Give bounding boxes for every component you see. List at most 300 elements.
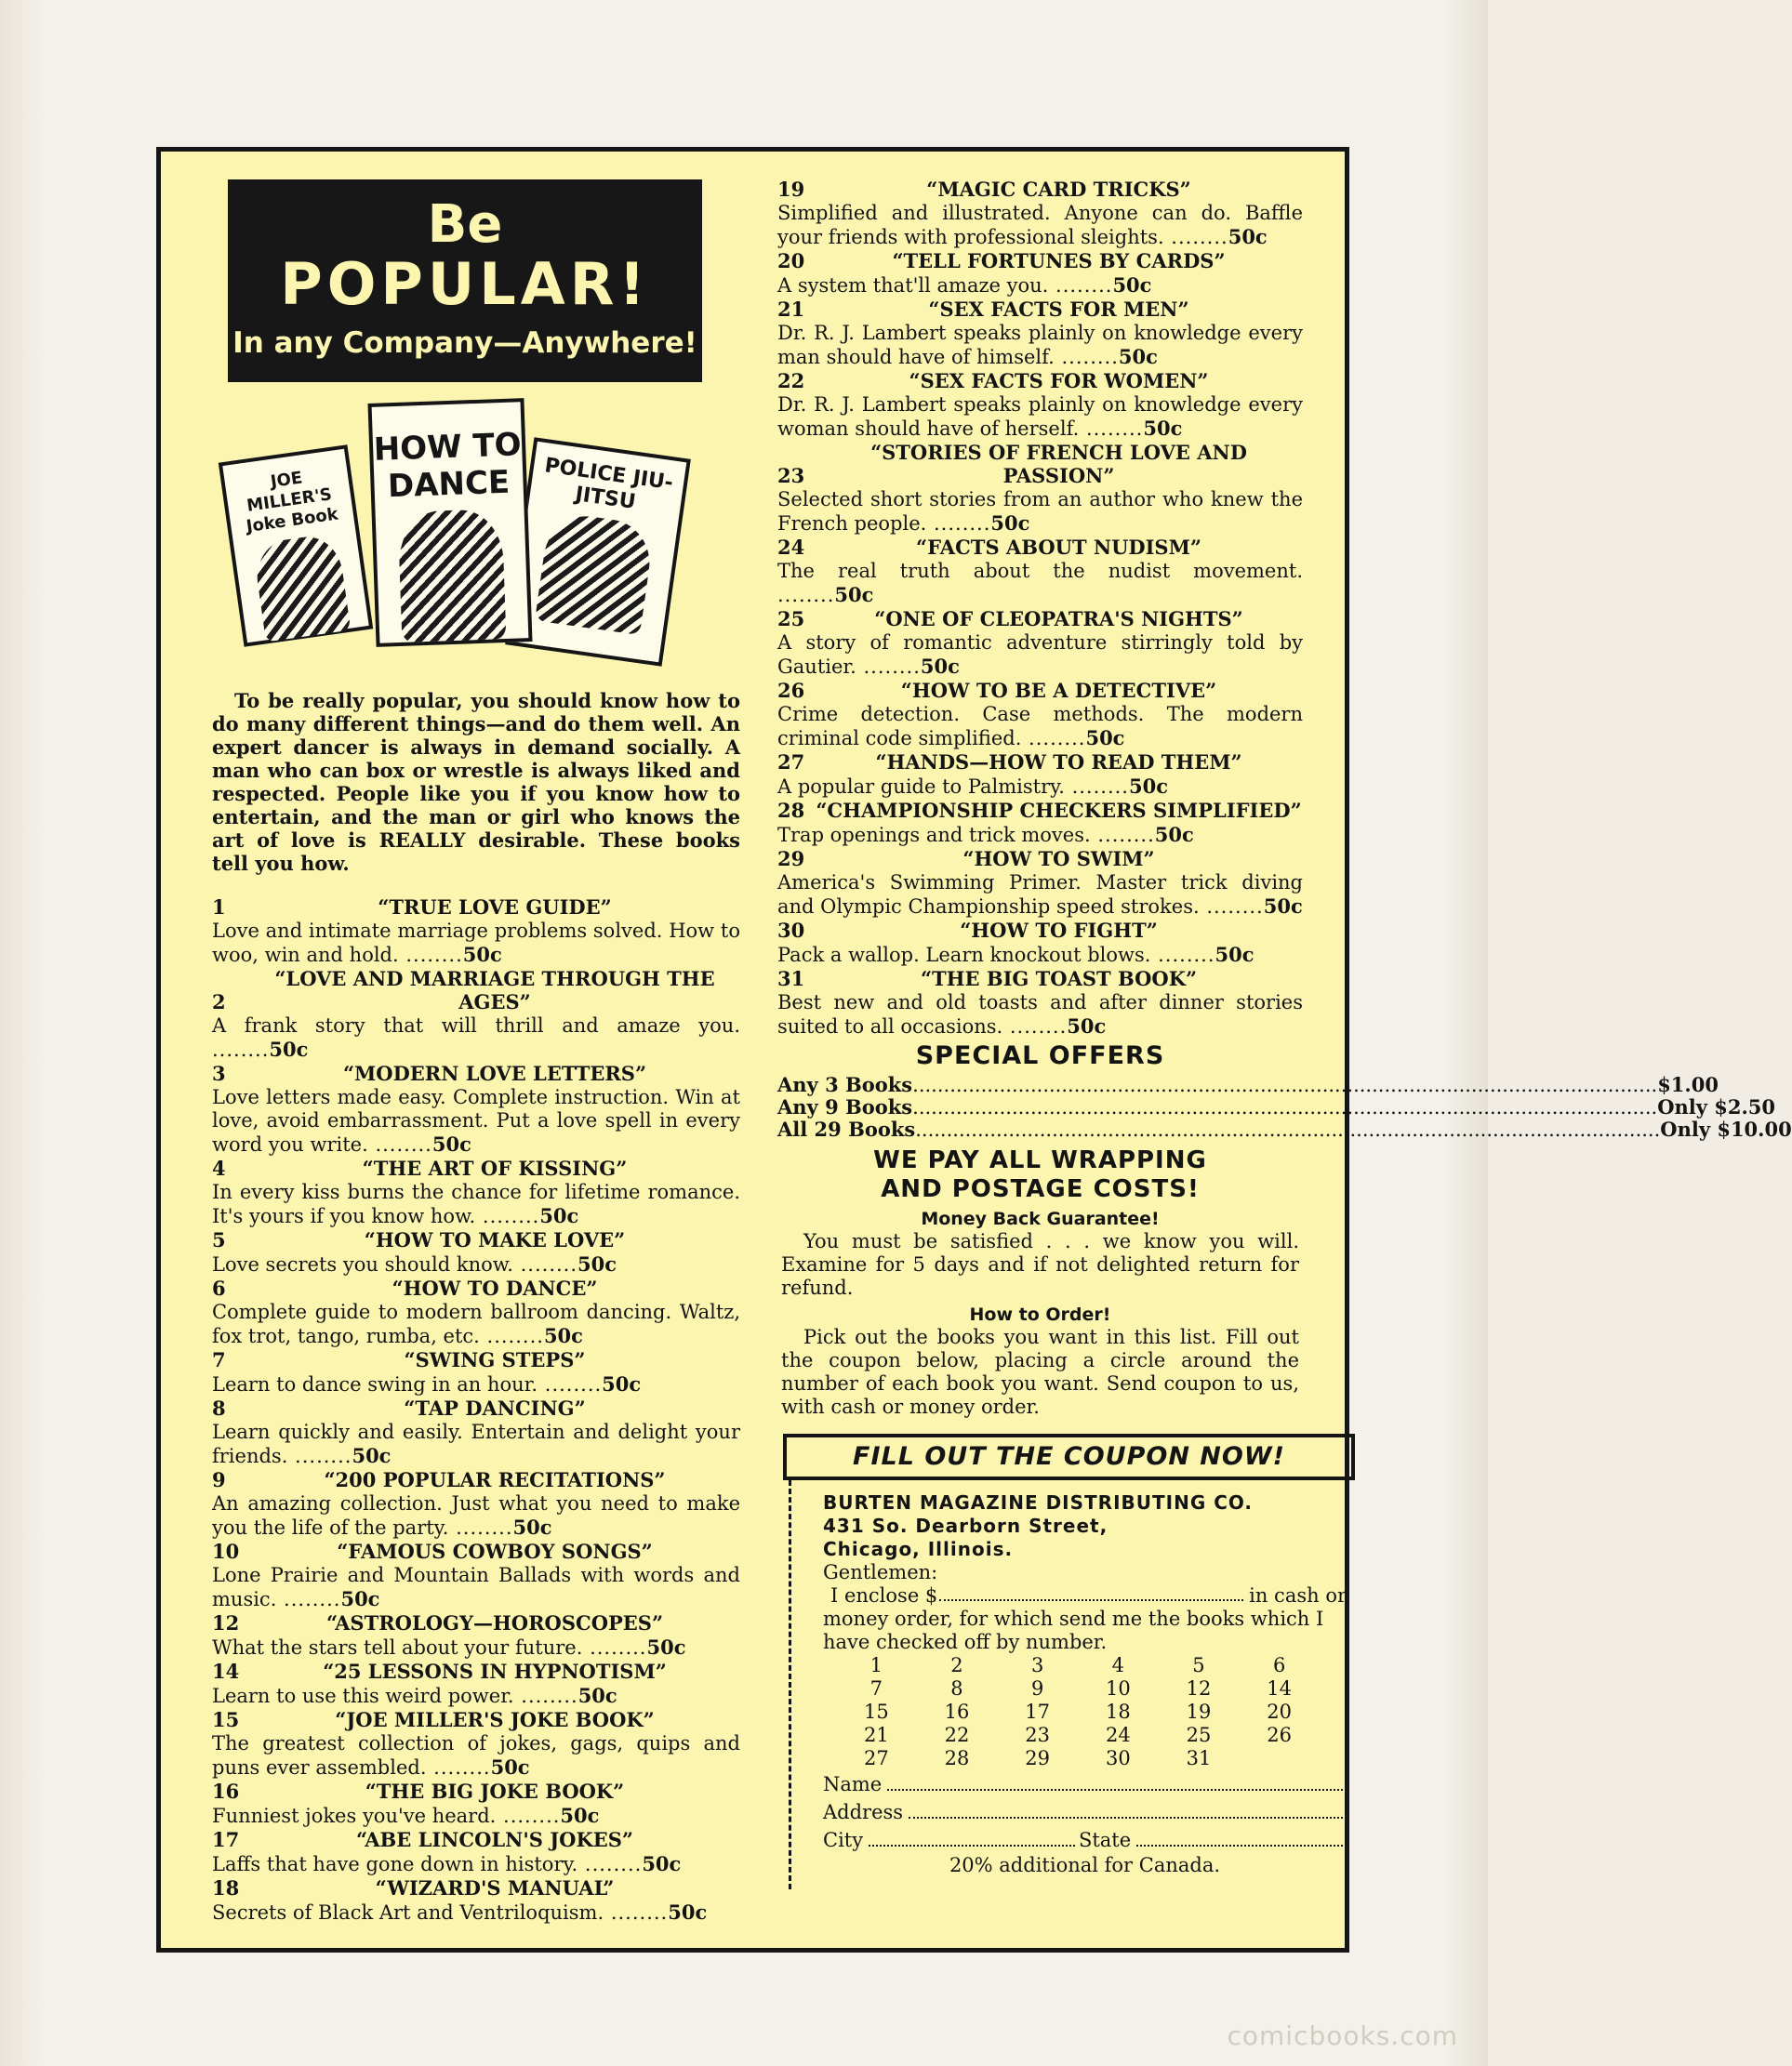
book-entry (777, 847, 1303, 919)
book-title: “TAP DANCING” (404, 1397, 586, 1420)
coupon-street: 431 So. Dearborn Street, (823, 1515, 1108, 1537)
book-number: 21 (777, 298, 805, 321)
book-number: 14 (212, 1660, 240, 1683)
book-number: 23 (777, 464, 805, 487)
book-title: “FACTS ABOUT NUDISM” (916, 536, 1201, 559)
book-price: 50c (1067, 1014, 1107, 1038)
book-entry (212, 1780, 740, 1828)
book-entry (777, 441, 1303, 536)
book-entry-head (212, 1277, 740, 1301)
leader-dots: ........ (512, 1253, 578, 1276)
offer-label: Any 9 Books (777, 1095, 913, 1119)
leader-dots: ........ (777, 584, 835, 606)
book-entry-head (777, 847, 1303, 871)
book-number-option[interactable]: 6 (1272, 1654, 1286, 1676)
book-description: Selected short stories from an author who knew the French people. (777, 488, 1303, 535)
book-title: “WIZARD'S MANUAL” (375, 1876, 615, 1900)
leader-dots: ........ (1163, 226, 1228, 248)
book-number: 26 (777, 679, 805, 702)
book-price: 50c (1128, 775, 1168, 798)
book-entry-description-row (212, 1732, 740, 1780)
book-description: Best new and old toasts and after dinner stories suited to all occasions. (777, 991, 1303, 1038)
leader-dots: ........ (1199, 895, 1264, 918)
book-entry-description-row (212, 1900, 740, 1925)
book-entry-description-row (212, 1636, 740, 1660)
book-number-option[interactable]: 1 (869, 1654, 883, 1676)
book-price: 50c (1228, 225, 1268, 248)
leader-dots: ........ (513, 1685, 578, 1707)
book-description: Love letters made easy. Complete instruction. Win at love, avoid embarrassment. Put a love spell in every word you write. (212, 1086, 740, 1156)
book-number-option[interactable]: 15 (863, 1701, 889, 1723)
book-number: 2 (212, 990, 226, 1013)
book-number: 12 (212, 1611, 240, 1635)
book-entry-description-row (212, 1086, 740, 1157)
book-description: America's Swimming Primer. Master trick diving and Olympic Championship speed strokes. (777, 871, 1303, 918)
book-entry-description-row (777, 871, 1303, 919)
book-title: “TELL FORTUNES BY CARDS” (892, 249, 1226, 272)
headline-banner (228, 179, 702, 382)
book-entry-description-row (777, 393, 1303, 441)
how-to-order-text: Pick out the books you want in this list. Fill out the coupon below, placing a circle around the number of each book you want. Send coupon to us, with cash or money order. (781, 1326, 1299, 1418)
name-field[interactable] (887, 1770, 1343, 1791)
book-description: Pack a wallop. Learn knockout blows. (777, 944, 1151, 966)
book-entry-description-row (212, 1421, 740, 1468)
book-number-option[interactable]: 14 (1267, 1677, 1293, 1700)
postage-line-2: AND POSTAGE COSTS! (881, 1175, 1200, 1203)
book-number-option[interactable]: 26 (1267, 1724, 1293, 1746)
book-entry-description-row (777, 943, 1303, 967)
book-number-option[interactable]: 7 (869, 1677, 883, 1700)
book-entry (777, 607, 1303, 679)
book-number: 19 (777, 178, 805, 201)
book-entry-head (212, 1876, 740, 1900)
book-number-option[interactable]: 5 (1192, 1654, 1205, 1676)
book-price: 50c (577, 1684, 617, 1707)
book-title: “ABE LINCOLN'S JOKES” (356, 1828, 633, 1851)
book-list-left (212, 895, 740, 1925)
book-title: “ASTROLOGY—HOROSCOPES” (325, 1611, 664, 1635)
book-title: “THE BIG JOKE BOOK” (365, 1780, 625, 1803)
book-price: 50c (646, 1636, 686, 1659)
book-title: “HOW TO SWIM” (962, 847, 1155, 870)
book-number: 5 (212, 1228, 226, 1252)
book-entry-head (212, 1348, 740, 1372)
book-entry-description-row (777, 488, 1303, 536)
book-number-option[interactable]: 25 (1186, 1724, 1212, 1746)
book-number-option[interactable]: 29 (1025, 1747, 1051, 1769)
offer-price: Only $2.50 (1657, 1095, 1775, 1119)
book-entry (212, 1828, 740, 1876)
book-description: Complete guide to modern ballroom dancing. Waltz, fox trot, tango, rumba, etc. (212, 1301, 740, 1347)
address-field[interactable] (909, 1798, 1343, 1819)
offer-label: Any 3 Books (777, 1073, 913, 1096)
leader-dots: ........ (1021, 727, 1086, 749)
book-title: “MODERN LOVE LETTERS” (342, 1062, 647, 1085)
guarantee-heading: Money Back Guarantee! (921, 1209, 1160, 1229)
book-list-right (777, 178, 1303, 1039)
book-price: 50c (642, 1852, 682, 1875)
book-entry-head (777, 799, 1303, 823)
book-number-option[interactable]: 4 (1111, 1654, 1124, 1676)
book-number: 20 (777, 249, 805, 272)
book-description: A frank story that will thrill and amaze you. (212, 1014, 740, 1037)
name-label: Name (823, 1773, 883, 1795)
book-number: 18 (212, 1876, 240, 1900)
book-entry (212, 1397, 740, 1468)
book-entry (212, 1540, 740, 1611)
book-entry-head (212, 1611, 740, 1636)
book-number-option[interactable]: 2 (950, 1654, 963, 1676)
book-number: 30 (777, 919, 805, 942)
enclose-suffix: in cash or (1249, 1584, 1347, 1607)
book-number-option[interactable]: 24 (1105, 1724, 1131, 1746)
guarantee-text: You must be satisfied . . . we know you will. Examine for 5 days and if not delighted return for refund. (781, 1230, 1299, 1299)
book-entry (777, 369, 1303, 441)
book-title: “STORIES OF FRENCH LOVE AND PASSION” (870, 441, 1247, 487)
book-number-option[interactable]: 12 (1186, 1677, 1212, 1700)
book-entry-head (212, 1780, 740, 1804)
book-description: Learn to dance swing in an hour. (212, 1373, 538, 1396)
book-title: “ONE OF CLEOPATRA'S NIGHTS” (874, 607, 1243, 630)
book-number: 16 (212, 1780, 240, 1803)
book-title: “HOW TO BE A DETECTIVE” (900, 679, 1217, 702)
book-number-option[interactable]: 20 (1267, 1701, 1293, 1723)
headline-company: In any Company—Anywhere! (232, 326, 697, 360)
leader-dots: ........ (1150, 944, 1215, 966)
leader-dots: ........ (496, 1805, 561, 1827)
special-offer-row (777, 1118, 1792, 1141)
leader-dots: ........ (582, 1636, 647, 1659)
book-price: 50c (602, 1372, 642, 1396)
book-entry-description-row (212, 1014, 740, 1062)
book-description: Learn quickly and easily. Entertain and delight your friends. (212, 1421, 740, 1467)
book-number-option[interactable]: 21 (863, 1724, 889, 1746)
book-entry-head (212, 1540, 740, 1564)
leader-dots: ........ (398, 944, 463, 966)
book-entry-head (777, 369, 1303, 393)
leader-dots: ........ (1002, 1015, 1068, 1038)
book-number: 4 (212, 1157, 226, 1180)
book-description: What the stars tell about your future. (212, 1636, 583, 1659)
book-number: 25 (777, 607, 805, 630)
book-price: 50c (990, 511, 1030, 535)
offer-price: $1.00 (1657, 1073, 1719, 1096)
book-entry (212, 895, 740, 967)
book-entry-description-row (212, 1301, 740, 1348)
leader-dots: ........ (448, 1516, 513, 1539)
joke-book-figure-icon (252, 533, 351, 642)
dancers-figure-icon (398, 509, 507, 642)
book-title: “HOW TO FIGHT” (960, 919, 1158, 942)
special-offer-row (777, 1073, 1719, 1096)
wrestlers-figure-icon (535, 510, 655, 635)
book-entry-description-row (777, 703, 1303, 750)
leader-dots: ........ (426, 1756, 491, 1779)
coupon-company: BURTEN MAGAZINE DISTRIBUTING CO. (823, 1491, 1254, 1514)
book-price: 50c (512, 1516, 552, 1539)
book-description: An amazing collection. Just what you need to make you the life of the party. (212, 1492, 740, 1539)
book-entry-head (212, 967, 740, 1014)
book-entry-description-row (212, 1804, 740, 1828)
book-number: 1 (212, 895, 226, 919)
book-number: 9 (212, 1468, 226, 1491)
book-price: 50c (577, 1252, 617, 1276)
book-price: 50c (269, 1038, 309, 1061)
book-description: Lone Prairie and Mountain Ballads with words and music. (212, 1564, 740, 1610)
book-number: 3 (212, 1062, 226, 1085)
jiu-jitsu-book-cover (505, 437, 691, 666)
book-title: “MAGIC CARD TRICKS” (926, 178, 1191, 201)
book-description: Learn to use this weird power. (212, 1685, 514, 1707)
book-description: The greatest collection of jokes, gags, quips and puns ever assembled. (212, 1732, 740, 1779)
book-entry-description-row (777, 202, 1303, 249)
book-number-option[interactable]: 22 (944, 1724, 970, 1746)
city-label: City (823, 1829, 864, 1851)
dance-cover-title: HOW TO DANCE (373, 426, 523, 506)
book-description: Trap openings and trick moves. (777, 824, 1091, 846)
right-column (777, 178, 1792, 1889)
amount-field[interactable] (939, 1584, 1243, 1601)
book-entry (212, 1348, 740, 1397)
book-number: 15 (212, 1708, 240, 1731)
book-number: 17 (212, 1828, 240, 1851)
book-number-option[interactable]: 9 (1030, 1677, 1044, 1700)
book-entry-description-row (212, 1252, 740, 1277)
book-description: Simplified and illustrated. Anyone can do. Baffle your friends with professional sleights. (777, 202, 1303, 248)
leader-dots: ........ (604, 1901, 669, 1924)
state-field[interactable] (1136, 1826, 1343, 1847)
book-description: A system that'll amaze you. (777, 274, 1049, 297)
book-entry (212, 1277, 740, 1348)
book-entry (212, 1660, 740, 1708)
book-description: The real truth about the nudist movement. (777, 560, 1303, 582)
book-title: “FAMOUS COWBOY SONGS” (337, 1540, 653, 1563)
book-entry-description-row (212, 1372, 740, 1397)
leader-dots: ........................................................................................................................ (912, 1096, 1658, 1119)
book-number-option[interactable]: 18 (1105, 1701, 1131, 1723)
book-entry-description-row (212, 1852, 740, 1876)
book-entry (212, 1708, 740, 1780)
book-price: 50c (352, 1444, 392, 1467)
book-title: “LOVE AND MARRIAGE THROUGH THE AGES” (274, 967, 715, 1013)
book-title: “SEX FACTS FOR WOMEN” (909, 369, 1209, 392)
book-entry (777, 178, 1303, 249)
book-price: 50c (1112, 273, 1152, 297)
book-price: 50c (1154, 823, 1194, 846)
book-entry-description-row (212, 1181, 740, 1228)
book-entry (777, 679, 1303, 750)
book-number-option[interactable]: 30 (1105, 1747, 1131, 1769)
leader-dots: ........ (577, 1853, 643, 1875)
book-entry (777, 750, 1303, 799)
book-entry-description-row (777, 322, 1303, 369)
book-entry-head (777, 967, 1303, 991)
book-number-option[interactable]: 8 (950, 1677, 963, 1700)
book-title: “SWING STEPS” (404, 1348, 586, 1371)
book-entry-head (777, 679, 1303, 703)
book-number: 28 (777, 799, 805, 822)
book-price: 50c (490, 1755, 530, 1779)
book-number-option[interactable]: 28 (944, 1747, 970, 1769)
joke-book-cover (219, 444, 373, 647)
book-price: 50c (431, 1132, 471, 1156)
canada-note: 20% additional for Canada. (949, 1854, 1221, 1876)
leader-dots: ........ (475, 1205, 540, 1227)
book-entry-description-row (212, 920, 740, 967)
coupon-city: Chicago, Illinois. (823, 1538, 1014, 1560)
book-title: “CHAMPIONSHIP CHECKERS SIMPLIFIED” (816, 799, 1302, 822)
leader-dots: ........................................................................................................................ (912, 1074, 1658, 1096)
book-entry (777, 967, 1303, 1039)
address-row (823, 1798, 1347, 1826)
book-entry (212, 1876, 740, 1925)
book-number-option[interactable]: 10 (1105, 1677, 1131, 1700)
book-number: 24 (777, 536, 805, 559)
address-label: Address (823, 1801, 904, 1823)
book-entry (777, 536, 1303, 607)
book-description: Love secrets you should know. (212, 1253, 513, 1276)
book-number: 10 (212, 1540, 240, 1563)
special-offer-row (777, 1095, 1775, 1119)
book-price: 50c (462, 943, 502, 966)
book-number: 7 (212, 1348, 226, 1371)
book-title: “HANDS—HOW TO READ THEM” (875, 750, 1242, 774)
city-field[interactable] (869, 1826, 1075, 1847)
book-number-option[interactable]: 17 (1025, 1701, 1051, 1723)
book-price: 50c (920, 655, 960, 678)
book-entry-head (777, 298, 1303, 322)
book-price: 50c (1085, 726, 1125, 749)
book-entry-description-row (212, 1684, 740, 1708)
book-entry-head (777, 919, 1303, 943)
headline-be: Be (427, 194, 503, 255)
enclose-continuation: money order, for which send me the books which I have checked off by number. (823, 1608, 1324, 1653)
leader-dots: ........ (1090, 824, 1155, 846)
state-label: State (1078, 1829, 1132, 1851)
book-entry (212, 1468, 740, 1540)
book-title: “TRUE LOVE GUIDE” (378, 895, 612, 919)
book-entry-description-row (212, 1492, 740, 1540)
book-number-option[interactable]: 19 (1186, 1701, 1212, 1723)
book-number-option[interactable]: 27 (863, 1747, 889, 1769)
dance-book-cover (367, 398, 532, 647)
postage-line-1: WE PAY ALL WRAPPING (873, 1146, 1207, 1174)
book-title: “25 LESSONS IN HYPNOTISM” (323, 1660, 667, 1683)
book-entry (212, 1157, 740, 1228)
book-number: 6 (212, 1277, 226, 1300)
city-state-row (823, 1826, 1347, 1854)
book-entry-head (212, 1397, 740, 1421)
leader-dots: ........ (287, 1445, 352, 1467)
book-entry (212, 1062, 740, 1157)
book-price: 50c (1263, 894, 1303, 918)
book-number: 8 (212, 1397, 226, 1420)
book-number: 22 (777, 369, 805, 392)
book-entry (777, 249, 1303, 298)
book-entry-description-row (777, 823, 1303, 847)
book-price: 50c (834, 583, 874, 606)
book-entry-head (777, 750, 1303, 775)
book-description: Dr. R. J. Lambert speaks plainly on knowledge every woman should have of herself. (777, 393, 1303, 440)
coupon-enclose-line (823, 1584, 1347, 1608)
book-description: A story of romantic adventure stirringly told by Gautier. (777, 631, 1303, 678)
name-row (823, 1770, 1347, 1798)
order-coupon[interactable] (789, 1480, 1347, 1889)
book-entry-head (777, 249, 1303, 273)
book-entry (212, 1611, 740, 1660)
book-title: “THE ART OF KISSING” (362, 1157, 628, 1180)
jiu-jitsu-cover-title: POLICE JIU-JITSU (543, 454, 675, 514)
book-price: 50c (668, 1900, 708, 1924)
book-price: 50c (340, 1587, 380, 1610)
headline-popular: POPULAR! (280, 250, 650, 318)
book-title: “HOW TO MAKE LOVE” (364, 1228, 626, 1252)
book-entry (212, 967, 740, 1062)
postage-notice (777, 1146, 1303, 1204)
book-entry-head (777, 536, 1303, 560)
book-entry-head (212, 1062, 740, 1086)
book-number: 27 (777, 750, 805, 774)
book-title: “JOE MILLER'S JOKE BOOK” (335, 1708, 655, 1731)
book-entry-head (212, 1660, 740, 1684)
book-price: 50c (1143, 417, 1183, 440)
book-entry-description-row (777, 273, 1303, 298)
leader-dots: ........ (538, 1373, 603, 1396)
book-entry-head (212, 1157, 740, 1181)
leader-dots: ........ (1054, 346, 1119, 368)
book-number: 29 (777, 847, 805, 870)
book-description: A popular guide to Palmistry. (777, 775, 1065, 798)
book-entry-head (212, 1228, 740, 1252)
book-entry-description-row (212, 1564, 740, 1611)
book-price: 50c (560, 1804, 600, 1827)
leader-dots: ........ (1079, 417, 1144, 440)
leader-dots: ........ (367, 1133, 432, 1156)
book-entry-head (212, 1708, 740, 1732)
book-price: 50c (1118, 345, 1158, 368)
book-number-option[interactable]: 31 (1186, 1747, 1212, 1769)
book-covers-illustration (212, 393, 740, 682)
advertisement (156, 147, 1792, 1953)
book-description: Funniest jokes you've heard. (212, 1805, 497, 1827)
offer-label: All 29 Books (777, 1118, 916, 1141)
leader-dots: ........ (479, 1325, 544, 1347)
book-number-grid (836, 1654, 1320, 1770)
book-title: “SEX FACTS FOR MEN” (928, 298, 1189, 321)
leader-dots: ........ (926, 512, 991, 535)
site-watermark: comicbooks.com (1227, 2020, 1458, 2051)
book-entry-head (212, 895, 740, 920)
book-number-option[interactable]: 23 (1025, 1724, 1051, 1746)
book-number-option[interactable]: 3 (1030, 1654, 1044, 1676)
book-entry-head (777, 607, 1303, 631)
book-entry-description-row (777, 631, 1303, 679)
book-description: In every kiss burns the chance for lifetime romance. It's yours if you know how. (212, 1181, 740, 1227)
book-entry (212, 1228, 740, 1277)
enclose-label: I enclose $ (830, 1584, 938, 1607)
book-description: Crime detection. Case methods. The modern criminal code simplified. (777, 703, 1303, 749)
special-offers-list (777, 1073, 1792, 1141)
book-price: 50c (539, 1204, 579, 1227)
book-title: “THE BIG TOAST BOOK” (920, 967, 1198, 990)
book-entry-head (777, 441, 1303, 488)
book-number-option[interactable]: 16 (944, 1701, 970, 1723)
leader-dots: ........ (276, 1588, 341, 1610)
book-price: 50c (1215, 943, 1254, 966)
leader-dots: ........ (1048, 274, 1113, 297)
intro-paragraph: To be really popular, you should know how to do many different things—and do them well. An expert dancer is always in demand socially. A man who can box or wrestle is always liked and respected. People like you if you know how to entertain, and the man or girl who knows the art of love is REALLY desirable. These books tell you how. (212, 689, 740, 875)
offer-price: Only $10.00 (1660, 1118, 1792, 1141)
